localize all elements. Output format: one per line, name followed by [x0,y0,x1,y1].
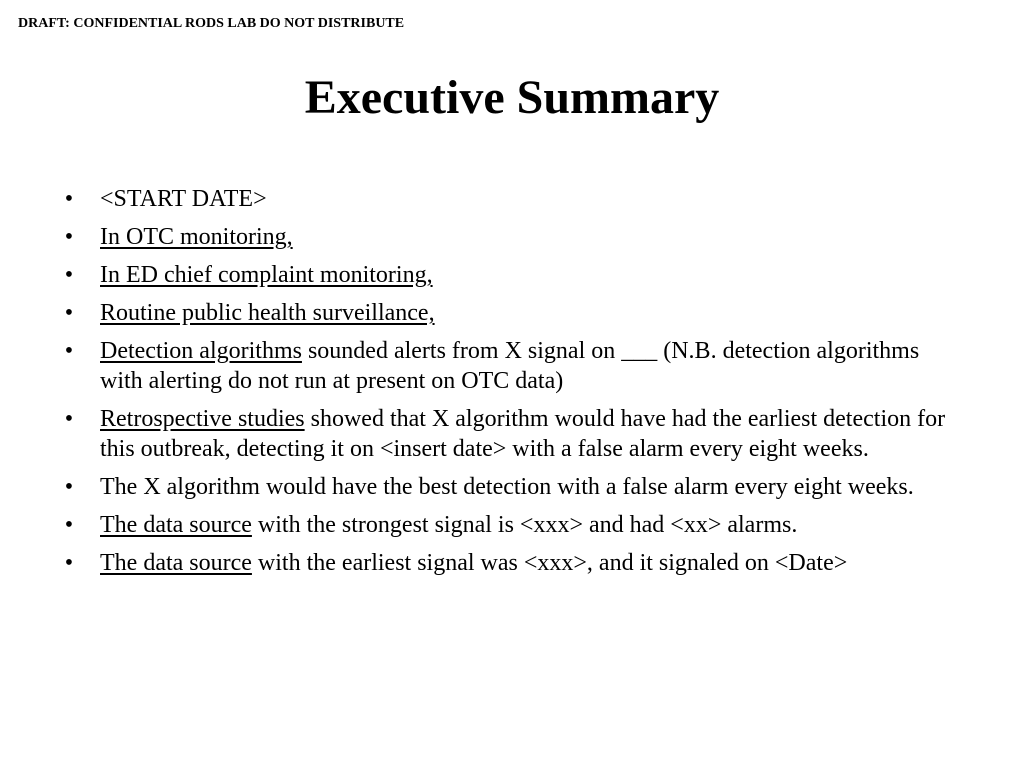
data-source-link[interactable]: The data source [100,550,252,576]
bullet-ed-chief-complaint [62,260,962,290]
bullet-retrospective-studies [62,404,962,464]
otc-monitoring-link[interactable]: In OTC monitoring, [100,224,293,250]
bullet-marker: • [64,224,74,250]
detection-algorithms-link[interactable]: Detection algorithms [100,338,302,364]
slide-title: Executive Summary [304,71,720,124]
bullet-text: with the earliest signal was <xxx>, and it signaled on <Date> [251,550,848,576]
bullet-routine-surveillance [62,298,962,328]
bullet-marker: • [64,512,74,538]
bullet-marker: • [64,262,74,288]
summary-bullet-list [62,184,962,586]
bullet-best-detection [62,472,962,502]
bullet-otc-monitoring [62,222,962,252]
routine-surveillance-link[interactable]: Routine public health surveillance, [100,300,435,326]
bullet-marker: • [64,300,74,326]
bullet-strongest-signal [62,510,962,540]
data-source-link[interactable]: The data source [100,512,252,538]
bullet-marker: • [64,474,74,500]
bullet-text: sounded alerts from X signal on ___ (N.B. detection algorithms with alerting do not run at present on OTC data) [100,338,920,394]
bullet-text: showed that X algorithm would have had the earliest detection for this outbreak, detecting it on <insert date> with a false alarm every eight weeks. [100,406,946,462]
bullet-text: with the strongest signal is <xxx> and had <xx> alarms. [251,512,798,538]
bullet-marker: • [64,550,74,576]
retrospective-studies-link[interactable]: Retrospective studies [100,406,305,432]
bullet-detection-algorithms [62,336,962,396]
confidentiality-banner: DRAFT: CONFIDENTIAL RODS LAB DO NOT DISTRIBUTE [18,16,405,31]
bullet-marker: • [64,338,74,364]
bullet-marker: • [64,406,74,432]
bullet-earliest-signal [62,548,962,578]
bullet-start-date [62,184,962,214]
bullet-text: <START DATE> [100,186,267,212]
bullet-text: The X algorithm would have the best detection with a false alarm every eight weeks. [100,474,914,500]
bullet-marker: • [64,186,74,212]
ed-chief-complaint-link[interactable]: In ED chief complaint monitoring, [100,262,433,288]
